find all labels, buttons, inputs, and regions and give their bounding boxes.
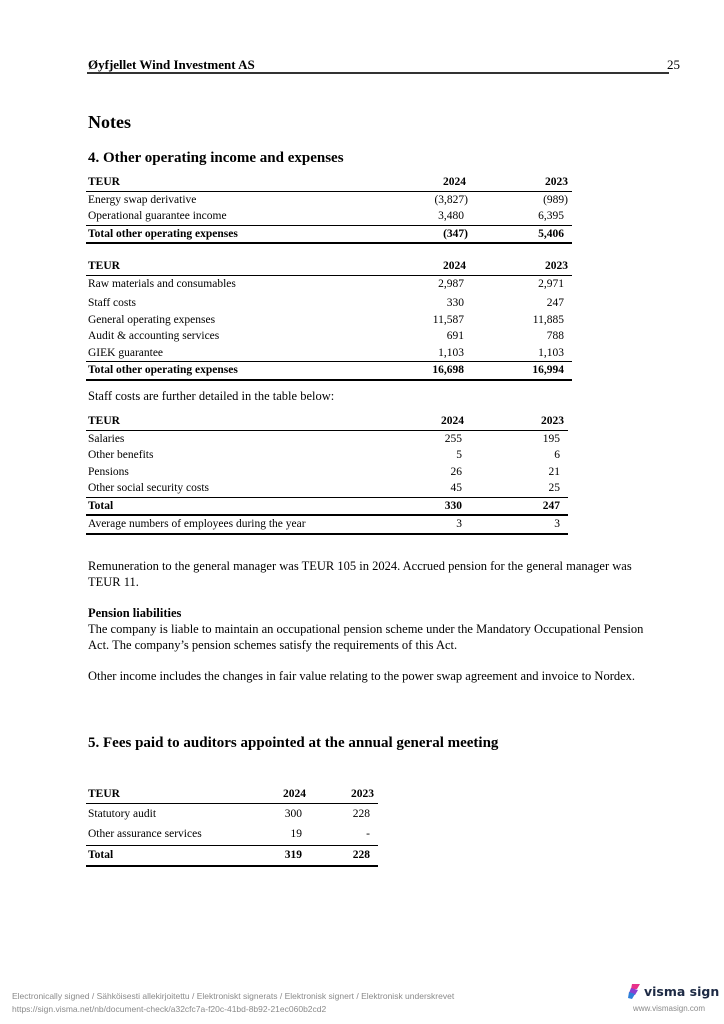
col-header-2023: 2023	[484, 258, 572, 275]
value-2024: 11,587	[432, 313, 464, 326]
table-row	[86, 191, 572, 208]
value-2023: 3	[482, 515, 568, 534]
table-row	[86, 275, 572, 295]
col-header-teur: TEUR	[86, 174, 366, 191]
col-header-2024: 2024	[366, 258, 484, 275]
company-name: Øyfjellet Wind Investment AS	[88, 57, 255, 72]
value-2024: 330	[446, 297, 464, 310]
total-2023: 247	[482, 497, 568, 515]
table-row	[86, 345, 572, 362]
total-2024: (347)	[366, 225, 484, 243]
value-2024: 3,480	[438, 210, 464, 223]
expenses-table	[86, 258, 572, 381]
value-2023: (989)	[543, 193, 568, 206]
remuneration-paragraph: Remuneration to the general manager was TEUR 105 in 2024. Accrued pension for the general manager was TEUR 11.	[88, 559, 632, 589]
row-label: General operating expenses	[88, 313, 216, 326]
col-header-2024: 2024	[366, 413, 482, 430]
row-label: Energy swap derivative	[88, 193, 197, 206]
row-label: Raw materials and consumables	[88, 277, 236, 290]
col-header-2024: 2024	[366, 174, 484, 191]
row-label: Statutory audit	[88, 807, 157, 820]
other-income-paragraph: Other income includes the changes in fair value relating to the power swap agreement and invoice to Nordex.	[88, 669, 636, 683]
value-2024: 255	[444, 432, 462, 445]
e-signature-notice: Electronically signed / Sähköisesti allekirjoitettu / Elektroniskt signerats / Elektronisk signert / Elektronisk underskrevet	[12, 991, 455, 1001]
value-2023: 2,971	[538, 277, 564, 290]
col-header-2023: 2023	[482, 413, 568, 430]
table-header-row	[86, 413, 568, 430]
row-label: Other benefits	[88, 449, 154, 462]
value-2023: -	[366, 828, 370, 841]
value-2024: 2,987	[438, 277, 464, 290]
table-row	[86, 447, 568, 464]
col-header-teur: TEUR	[86, 413, 366, 430]
total-row	[86, 497, 568, 515]
total-label: Total	[86, 497, 366, 515]
header-divider	[87, 72, 669, 74]
table-row	[86, 328, 572, 345]
visma-sign-wordmark: visma sign	[644, 984, 720, 999]
value-2024: 19	[290, 828, 302, 841]
pension-paragraph: The company is liable to maintain an occupational pension scheme under the Mandatory Occupational Pension Act. The company’s pension schemes satisfy the requirements of this Act.	[88, 622, 644, 652]
table-row	[86, 295, 572, 312]
total-2023: 228	[312, 845, 378, 866]
notes-title: Notes	[88, 112, 131, 132]
value-2024: (3,827)	[434, 193, 468, 206]
value-2024: 1,103	[438, 346, 464, 359]
table-row	[86, 824, 378, 845]
total-row	[86, 362, 572, 380]
total-label: Total	[86, 845, 236, 866]
row-label: GIEK guarantee	[88, 346, 164, 359]
table-header-row	[86, 174, 572, 191]
row-label: Operational guarantee income	[88, 210, 227, 223]
value-2024: 26	[450, 465, 462, 478]
table-row	[86, 430, 568, 447]
col-header-teur: TEUR	[86, 785, 236, 803]
visma-sign-url[interactable]: www.vismasign.com	[633, 1004, 706, 1013]
visma-sign-logo[interactable]	[628, 984, 719, 999]
auditor-fees-table	[86, 785, 378, 867]
value-2024: 691	[446, 330, 464, 343]
total-2024: 330	[366, 497, 482, 515]
page-number: 25	[667, 57, 680, 72]
value-2023: 21	[548, 465, 560, 478]
table-row	[86, 803, 378, 824]
value-2024: 300	[284, 807, 302, 820]
income-table	[86, 174, 572, 244]
col-header-2024: 2024	[236, 785, 312, 803]
visma-sign-icon	[628, 984, 640, 999]
value-2023: 1,103	[538, 346, 564, 359]
table-header-row	[86, 258, 572, 275]
total-row	[86, 845, 378, 866]
note4-title: 4. Other operating income and expenses	[88, 150, 344, 166]
staff-intro-text: Staff costs are further detailed in the table below:	[88, 389, 335, 403]
pension-liabilities-heading: Pension liabilities	[88, 606, 182, 620]
row-label: Salaries	[88, 432, 125, 445]
row-label: Staff costs	[88, 297, 137, 310]
value-2023: 247	[546, 297, 564, 310]
table-row	[86, 208, 572, 225]
table-row	[86, 312, 572, 329]
value-2023: 6	[554, 449, 560, 462]
value-2024: 45	[450, 482, 462, 495]
value-2023: 228	[352, 807, 370, 820]
value-2023: 6,395	[538, 210, 564, 223]
employees-row	[86, 515, 568, 534]
table-row	[86, 480, 568, 497]
total-row	[86, 225, 572, 243]
total-label: Total other operating expenses	[86, 225, 366, 243]
document-check-link[interactable]: https://sign.visma.net/nb/document-check/a32cfc7a-f20c-41bd-8b92-21ec060b2cd2	[12, 1004, 327, 1014]
total-2023: 16,994	[484, 362, 572, 380]
row-label: Pensions	[88, 465, 129, 478]
total-2024: 16,698	[366, 362, 484, 380]
col-header-teur: TEUR	[86, 258, 366, 275]
col-header-2023: 2023	[312, 785, 378, 803]
staff-costs-table	[86, 413, 568, 535]
row-label: Audit & accounting services	[88, 330, 220, 343]
value-2024: 5	[456, 449, 462, 462]
table-header-row	[86, 785, 378, 803]
row-label: Other social security costs	[88, 482, 210, 495]
value-2023: 788	[546, 330, 564, 343]
value-2023: 195	[542, 432, 560, 445]
value-2024: 3	[366, 515, 482, 534]
total-label: Total other operating expenses	[86, 362, 366, 380]
total-2024: 319	[236, 845, 312, 866]
table-row	[86, 464, 568, 481]
total-2023: 5,406	[484, 225, 572, 243]
row-label: Average numbers of employees during the year	[86, 515, 366, 534]
col-header-2023: 2023	[484, 174, 572, 191]
value-2023: 11,885	[532, 313, 564, 326]
row-label: Other assurance services	[88, 828, 202, 841]
note5-title: 5. Fees paid to auditors appointed at the annual general meeting	[88, 735, 499, 751]
value-2023: 25	[548, 482, 560, 495]
